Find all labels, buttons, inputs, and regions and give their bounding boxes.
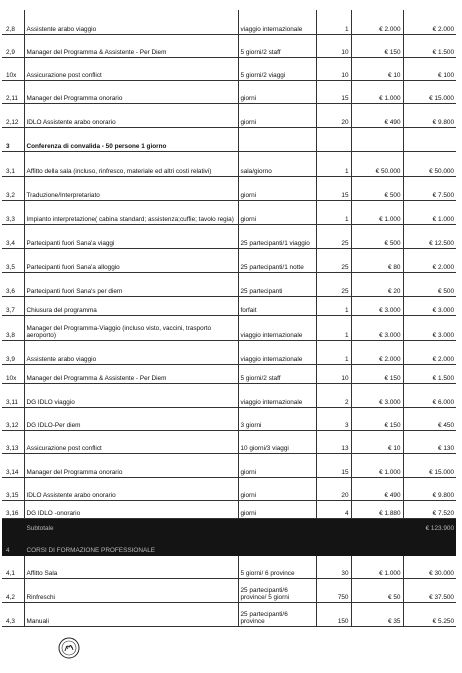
row-unit: forfait — [238, 296, 316, 315]
row-description: Manuali — [24, 602, 238, 626]
row-quantity: 15 — [316, 80, 351, 103]
budget-table — [2, 10, 456, 627]
row-description: Manager del Programma onorario — [24, 80, 238, 103]
table-row — [2, 407, 456, 430]
row-total: € 100 — [403, 57, 456, 80]
table-row — [2, 518, 456, 533]
row-unit-cost: € 1.000 — [351, 80, 403, 103]
row-description: Manager del Programma & Assistente - Per Diem — [24, 364, 238, 383]
row-total: € 450 — [403, 407, 456, 430]
row-quantity: 4 — [316, 500, 351, 518]
row-unit-cost: € 50 — [351, 578, 403, 602]
row-unit-cost: € 500 — [351, 176, 403, 200]
row-number: 3,2 — [2, 176, 24, 200]
row-quantity: 25 — [316, 224, 351, 248]
row-total — [403, 127, 456, 151]
row-total: € 130 — [403, 430, 456, 453]
row-unit-cost: € 3.000 — [351, 315, 403, 340]
row-unit-cost: € 1.880 — [351, 500, 403, 518]
row-total: € 15.000 — [403, 453, 456, 477]
row-total: € 15.000 — [403, 80, 456, 103]
row-unit-cost: € 490 — [351, 103, 403, 127]
row-unit: 3 giorni — [238, 407, 316, 430]
row-unit-cost — [351, 518, 403, 533]
budget-table-body — [2, 10, 456, 626]
seal-icon — [58, 637, 80, 659]
table-row — [2, 80, 456, 103]
row-number: 3,4 — [2, 224, 24, 248]
row-unit-cost: € 150 — [351, 407, 403, 430]
row-unit-cost: € 3.000 — [351, 383, 403, 407]
row-quantity: 1 — [316, 200, 351, 224]
table-row — [2, 578, 456, 602]
row-unit-cost: € 2.000 — [351, 340, 403, 364]
row-total: € 9.800 — [403, 103, 456, 127]
row-description: CORSI DI FORMAZIONE PROFESSIONALE — [24, 533, 238, 555]
row-total: € 500 — [403, 272, 456, 296]
table-row — [2, 103, 456, 127]
row-unit — [238, 533, 316, 555]
row-unit-cost — [351, 127, 403, 151]
row-number: 2,8 — [2, 10, 24, 34]
row-unit: viaggio internazionale — [238, 340, 316, 364]
row-number: 2,11 — [2, 80, 24, 103]
row-description: DG IDLO -onorario — [24, 500, 238, 518]
row-total: € 9.800 — [403, 477, 456, 500]
row-quantity: 20 — [316, 103, 351, 127]
table-row — [2, 151, 456, 176]
row-description: Partecipanti fuori Sana's per diem — [24, 272, 238, 296]
table-row — [2, 224, 456, 248]
table-row — [2, 364, 456, 383]
table-row — [2, 477, 456, 500]
row-number: 3,3 — [2, 200, 24, 224]
row-total: € 1.500 — [403, 364, 456, 383]
row-total: € 1.000 — [403, 200, 456, 224]
row-unit: 5 giorni/ 6 province — [238, 555, 316, 578]
row-description: DG IDLO-Per diem — [24, 407, 238, 430]
row-number — [2, 518, 24, 533]
row-unit — [238, 127, 316, 151]
row-description: Impianto interpretazione( cabina standard; assistenza;cuffie; tavolo regia) — [24, 200, 238, 224]
table-row — [2, 272, 456, 296]
row-description: IDLO Assistente arabo onorario — [24, 103, 238, 127]
row-quantity: 3 — [316, 407, 351, 430]
table-row — [2, 127, 456, 151]
row-description: Affitto della sala (incluso, rinfresco, materiale ed altri costi relativi) — [24, 151, 238, 176]
row-total: € 6.000 — [403, 383, 456, 407]
table-row — [2, 57, 456, 80]
row-description: Chiusura del programma — [24, 296, 238, 315]
row-description: Partecipanti fuori Sana'a viaggi — [24, 224, 238, 248]
row-unit-cost: € 10 — [351, 57, 403, 80]
row-quantity: 1 — [316, 340, 351, 364]
row-number: 3,12 — [2, 407, 24, 430]
row-description: Affitto Sala — [24, 555, 238, 578]
row-description: Manager del Programma onorario — [24, 453, 238, 477]
row-unit-cost: € 50.000 — [351, 151, 403, 176]
row-number: 10x — [2, 57, 24, 80]
row-total: € 2.000 — [403, 248, 456, 272]
row-unit: 25 partecipanti/6 province — [238, 602, 316, 626]
row-number: 3,13 — [2, 430, 24, 453]
row-number: 4,2 — [2, 578, 24, 602]
row-unit: 25 partecipanti/1 notte — [238, 248, 316, 272]
row-description: DG IDLO viaggio — [24, 383, 238, 407]
row-number: 3,7 — [2, 296, 24, 315]
row-quantity: 150 — [316, 602, 351, 626]
table-row — [2, 555, 456, 578]
row-unit: 25 partecipanti — [238, 272, 316, 296]
row-description: Manager del Programma & Assistente - Per Diem — [24, 34, 238, 57]
row-quantity: 30 — [316, 555, 351, 578]
row-unit: viaggio internazionale — [238, 315, 316, 340]
row-quantity: 1 — [316, 296, 351, 315]
row-total: € 1.500 — [403, 34, 456, 57]
row-quantity: 15 — [316, 176, 351, 200]
row-total: € 30.000 — [403, 555, 456, 578]
row-unit: giorni — [238, 500, 316, 518]
row-quantity — [316, 127, 351, 151]
row-total: € 7.520 — [403, 500, 456, 518]
row-unit: 10 giorni/3 viaggi — [238, 430, 316, 453]
row-unit: 5 giorni/2 staff — [238, 34, 316, 57]
row-unit: viaggio internazionale — [238, 383, 316, 407]
row-unit-cost: € 150 — [351, 364, 403, 383]
row-unit-cost: € 490 — [351, 477, 403, 500]
row-total: € 123.900 — [403, 518, 456, 533]
row-unit: giorni — [238, 477, 316, 500]
row-description: Assicurazione post conflict — [24, 57, 238, 80]
row-unit-cost — [351, 533, 403, 555]
row-number: 3,11 — [2, 383, 24, 407]
table-row — [2, 10, 456, 34]
row-total: € 3.000 — [403, 315, 456, 340]
row-description: Assicurazione post conflict — [24, 430, 238, 453]
row-quantity: 10 — [316, 34, 351, 57]
row-total: € 7.500 — [403, 176, 456, 200]
row-quantity: 25 — [316, 248, 351, 272]
row-quantity: 10 — [316, 57, 351, 80]
row-unit-cost: € 80 — [351, 248, 403, 272]
row-unit — [238, 518, 316, 533]
row-unit-cost: € 2.000 — [351, 10, 403, 34]
table-row — [2, 602, 456, 626]
row-quantity: 15 — [316, 453, 351, 477]
table-row — [2, 430, 456, 453]
row-description: Assistente arabo viaggio — [24, 340, 238, 364]
row-quantity: 13 — [316, 430, 351, 453]
row-number: 3,9 — [2, 340, 24, 364]
table-row — [2, 296, 456, 315]
row-description: Rinfreschi — [24, 578, 238, 602]
row-description: IDLO Assistente arabo onorario — [24, 477, 238, 500]
row-total: € 50.000 — [403, 151, 456, 176]
row-unit-cost: € 10 — [351, 430, 403, 453]
row-quantity — [316, 518, 351, 533]
table-row — [2, 200, 456, 224]
table-row — [2, 533, 456, 555]
row-unit-cost: € 150 — [351, 34, 403, 57]
row-number: 4,1 — [2, 555, 24, 578]
row-unit: giorni — [238, 103, 316, 127]
row-number: 3,16 — [2, 500, 24, 518]
row-quantity: 1 — [316, 315, 351, 340]
row-number: 2,9 — [2, 34, 24, 57]
row-total: € 2.000 — [403, 340, 456, 364]
row-unit: giorni — [238, 80, 316, 103]
table-row — [2, 453, 456, 477]
row-unit: 5 giorni/2 staff — [238, 364, 316, 383]
row-total: € 12.500 — [403, 224, 456, 248]
table-row — [2, 176, 456, 200]
row-description: Manager del Programma-Viaggio (incluso visto, vaccini, trasporto aeroporto) — [24, 315, 238, 340]
row-unit-cost: € 1.000 — [351, 453, 403, 477]
row-description: Assistente arabo viaggio — [24, 10, 238, 34]
row-description: Subtotale — [24, 518, 238, 533]
row-quantity: 2 — [316, 383, 351, 407]
row-quantity: 1 — [316, 10, 351, 34]
row-unit: sala/giorno — [238, 151, 316, 176]
row-number: 3 — [2, 127, 24, 151]
row-number: 4,3 — [2, 602, 24, 626]
row-total — [403, 533, 456, 555]
row-quantity: 750 — [316, 578, 351, 602]
row-unit-cost: € 20 — [351, 272, 403, 296]
row-quantity: 1 — [316, 151, 351, 176]
row-quantity: 20 — [316, 477, 351, 500]
row-number: 4 — [2, 533, 24, 555]
table-row — [2, 500, 456, 518]
row-unit-cost: € 35 — [351, 602, 403, 626]
row-total: € 37.500 — [403, 578, 456, 602]
row-quantity: 25 — [316, 272, 351, 296]
row-number: 3,5 — [2, 248, 24, 272]
table-row — [2, 383, 456, 407]
row-description: Partecipanti fuori Sana'a alloggio — [24, 248, 238, 272]
table-row — [2, 248, 456, 272]
row-number: 2,12 — [2, 103, 24, 127]
row-unit: viaggio internazionale — [238, 10, 316, 34]
row-description: Conferenza di convalida - 50 persone 1 giorno — [24, 127, 238, 151]
row-unit-cost: € 500 — [351, 224, 403, 248]
row-unit: 5 giorni/2 viaggi — [238, 57, 316, 80]
row-number: 3,6 — [2, 272, 24, 296]
row-number: 3,8 — [2, 315, 24, 340]
row-quantity — [316, 533, 351, 555]
row-number: 3,1 — [2, 151, 24, 176]
row-number: 3,15 — [2, 477, 24, 500]
row-unit: giorni — [238, 453, 316, 477]
row-total: € 3.000 — [403, 296, 456, 315]
row-unit-cost: € 1.000 — [351, 555, 403, 578]
row-unit: giorni — [238, 176, 316, 200]
row-unit: 25 partecipanti/6 province/ 5 giorni — [238, 578, 316, 602]
table-row — [2, 315, 456, 340]
row-unit: giorni — [238, 200, 316, 224]
row-quantity: 10 — [316, 364, 351, 383]
row-description: Traduzione/Interpretariato — [24, 176, 238, 200]
row-total: € 5.250 — [403, 602, 456, 626]
row-unit: 25 partecipanti/1 viaggio — [238, 224, 316, 248]
row-total: € 2.000 — [403, 10, 456, 34]
table-row — [2, 34, 456, 57]
row-unit-cost: € 1.000 — [351, 200, 403, 224]
row-unit-cost: € 3.000 — [351, 296, 403, 315]
table-row — [2, 340, 456, 364]
row-number: 10x — [2, 364, 24, 383]
row-number: 3,14 — [2, 453, 24, 477]
